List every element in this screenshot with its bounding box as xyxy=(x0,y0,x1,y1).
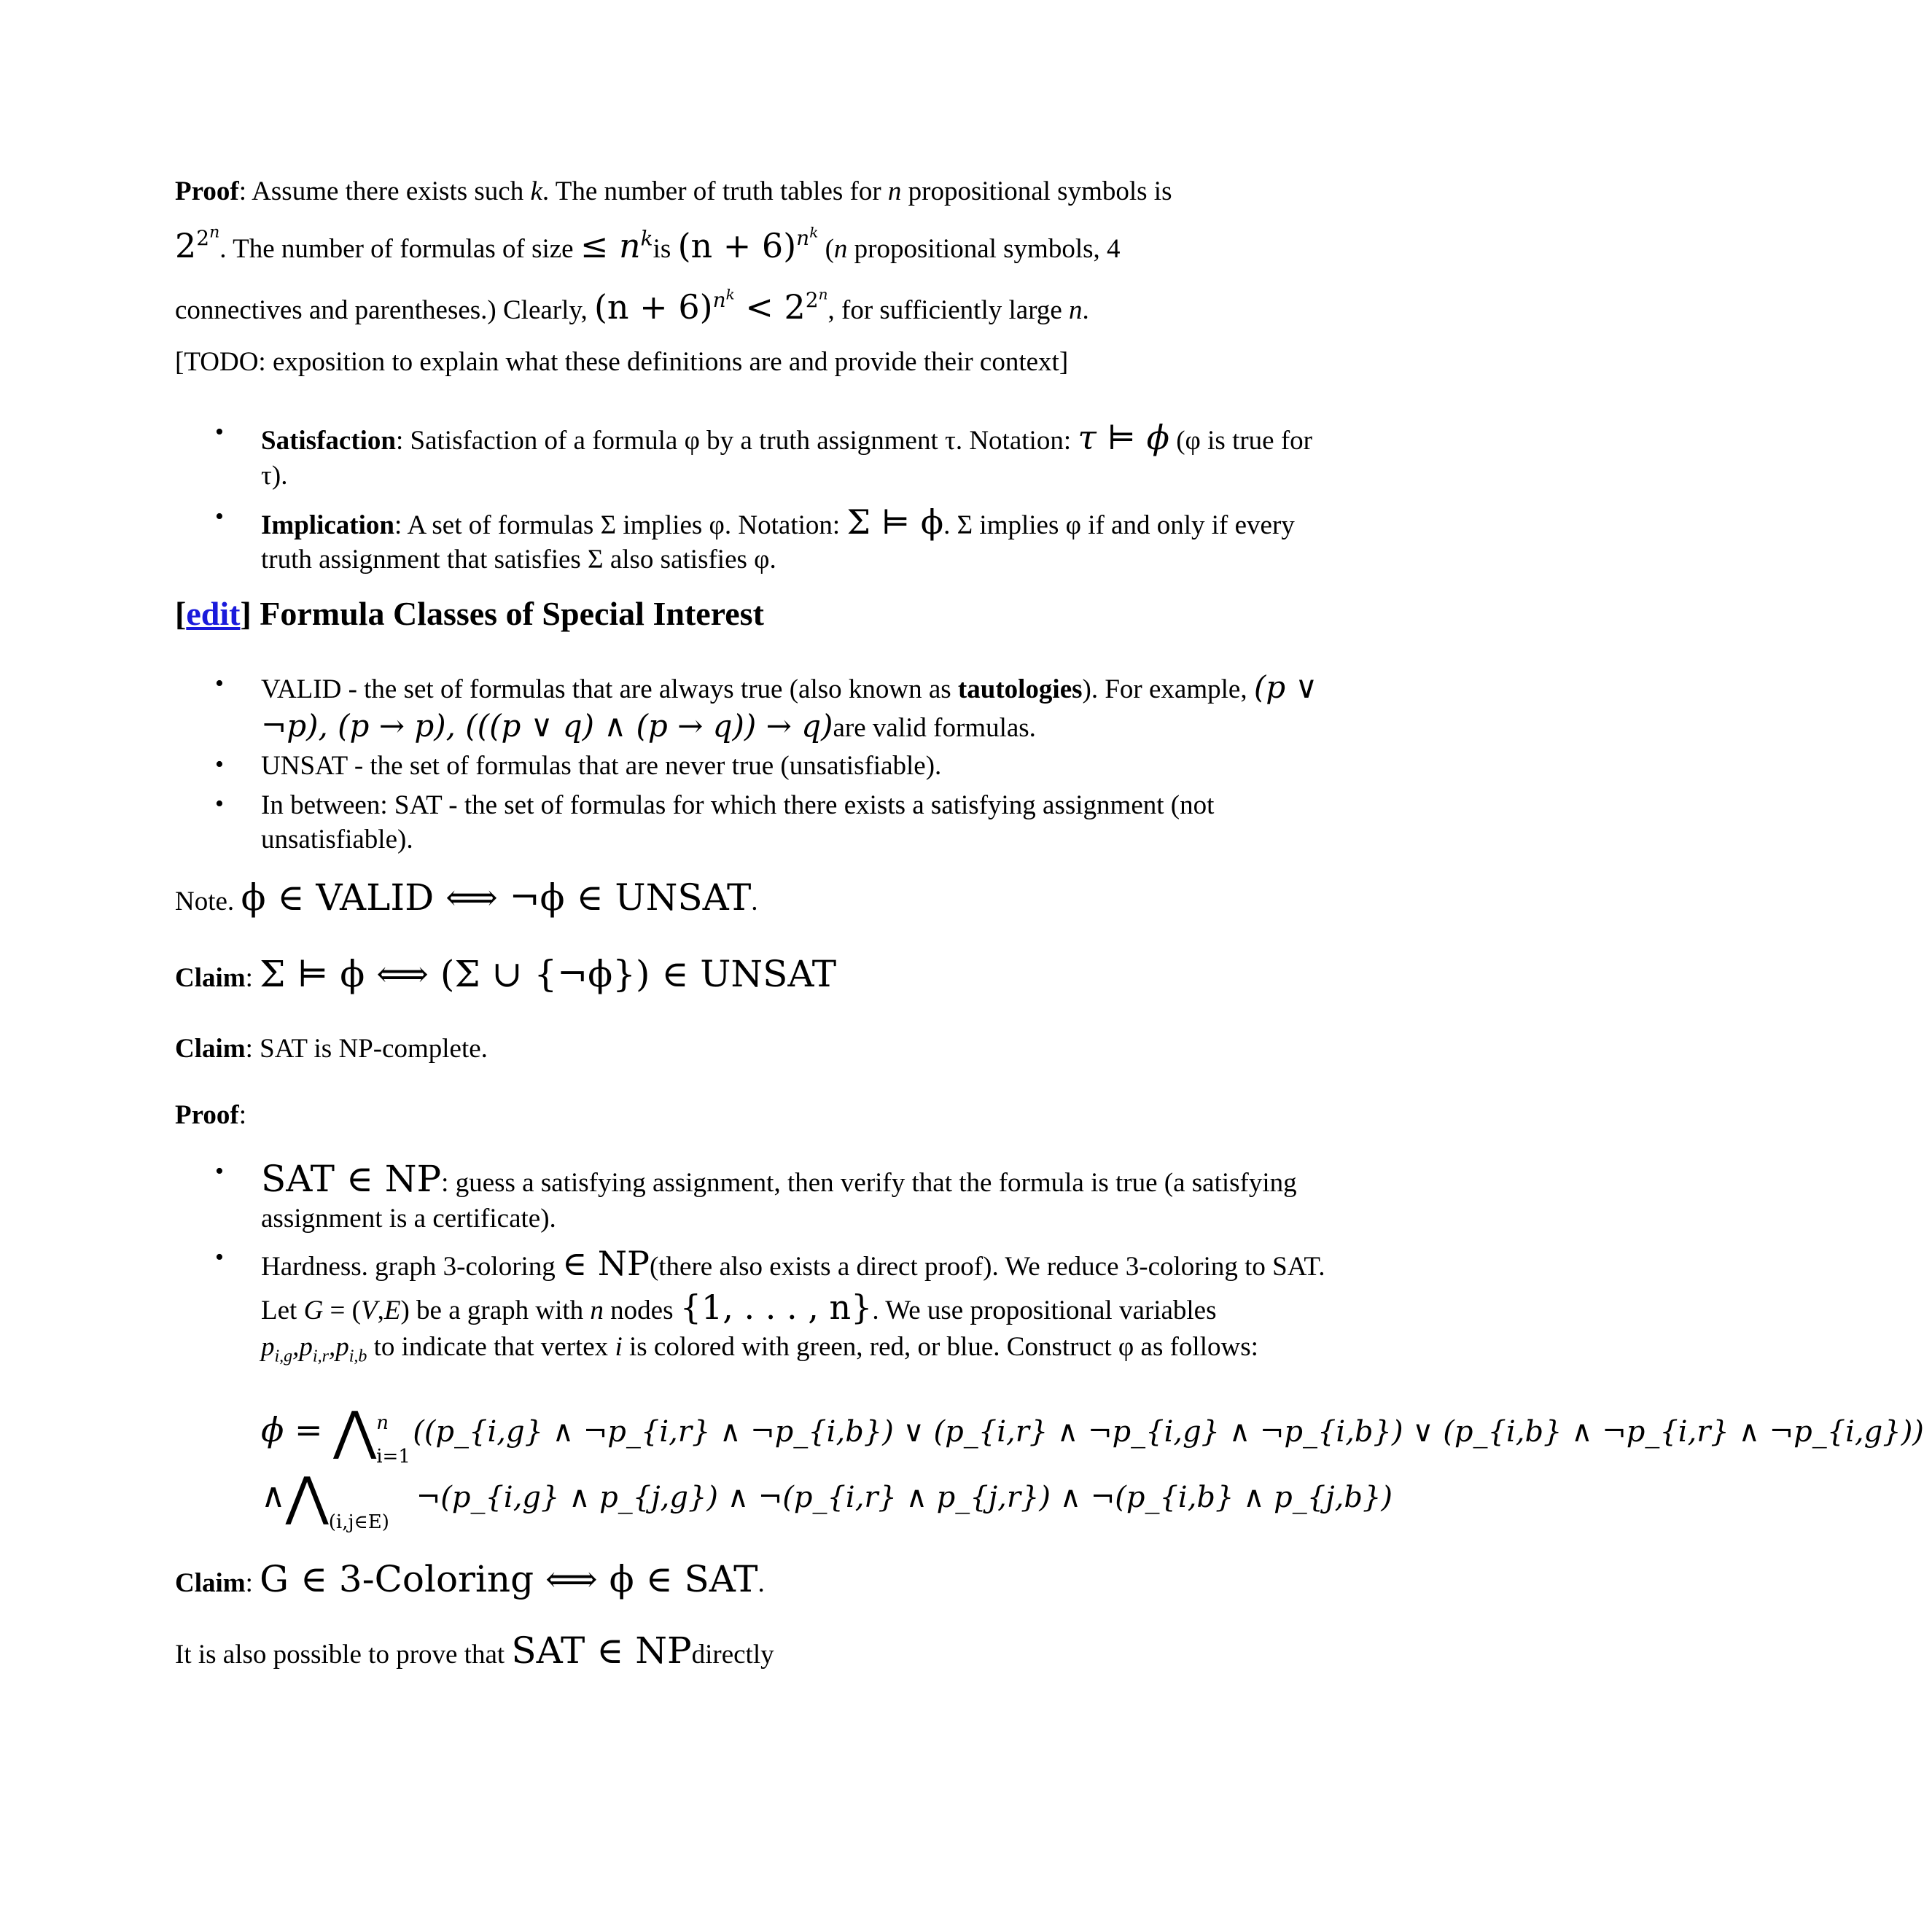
math-note: ϕ ∈ VALID ⟺ ¬ϕ ∈ UNSAT xyxy=(241,876,752,919)
big-and-symbol: ⋀ xyxy=(285,1465,329,1527)
text: . xyxy=(1082,295,1089,326)
math-leq-nk: ≤ $n^k$ xyxy=(580,225,653,265)
claim-label: Claim xyxy=(175,963,246,993)
var-n: n xyxy=(833,233,848,264)
section-title: Formula Classes of Special Interest xyxy=(251,595,764,632)
text: : guess a satisfying assignment, then verify that the formula is true (a satisfying assignment is a certificate). xyxy=(261,1168,1297,1234)
var-v: V xyxy=(361,1296,378,1326)
var-n: n xyxy=(590,1296,604,1326)
text: : SAT is NP-complete. xyxy=(245,1034,488,1064)
claim-label: Claim xyxy=(175,1568,246,1598)
text: is xyxy=(653,233,671,264)
class-unsat: • UNSAT - the set of formulas that are never true (unsatisfiable). xyxy=(175,749,1327,783)
math-sat-in-np: SAT ∈ NP xyxy=(511,1629,692,1672)
note xyxy=(175,871,1312,924)
math-node-set: {1, . . . , n} xyxy=(679,1288,873,1328)
text: . Σ implies φ if and only if every truth assignment that satisfies Σ also satisfies φ. xyxy=(261,510,1295,575)
proof-steps xyxy=(175,1156,1327,1366)
text: (there also exists a direct proof). We reduce 3-coloring to SAT. Let xyxy=(261,1251,1325,1326)
text: : xyxy=(238,1100,246,1130)
math-satisfaction: τ ⊨ ϕ xyxy=(1078,418,1169,457)
class-sat: • In between: SAT - the set of formulas for which there exists a satisfying assignment (not unsatisfiable). xyxy=(175,789,1327,857)
math-valid-examples: (p ∨ ¬p), (p → p), (((p ∨ q) ∧ (p → q)) → q) xyxy=(261,669,1318,744)
definition-implication xyxy=(175,502,1327,577)
text: . The number of formulas of size xyxy=(219,233,580,264)
text: ( xyxy=(818,233,834,264)
text: is colored with green, red, or blue. Construct φ as follows: xyxy=(622,1332,1258,1363)
text: ) be a graph with xyxy=(400,1296,591,1326)
math-inequality: $(n + 6)^{n^k} < 2^{2^n}$ xyxy=(593,285,828,327)
var-i: i xyxy=(615,1332,623,1363)
math-n6-nk: $(n + 6)^{n^k}$ xyxy=(677,223,819,265)
math-implication: Σ ⊨ ϕ xyxy=(846,502,944,542)
text: (φ is true for τ). xyxy=(261,426,1312,491)
text: : Assume there exists such xyxy=(238,176,531,206)
text: to indicate that vertex xyxy=(367,1332,615,1363)
closing-line xyxy=(175,1624,1312,1678)
text: . We use propositional variables xyxy=(872,1296,1217,1326)
claim-np-complete xyxy=(175,1029,1312,1069)
class-valid xyxy=(175,669,1327,745)
claim-entailment xyxy=(175,948,1312,1001)
proof-label: Proof xyxy=(175,176,239,206)
var-k: k xyxy=(530,176,542,206)
proof-step-hardness xyxy=(175,1242,1327,1366)
equation-line-2: ∧⋀ (i,j∈E) ¬(p_{i,g} ∧ p_{j,g}) ∧ ¬(p_{i,r} ∧ p_{j,r}) ∧ ¬(p_{i,b} ∧ p_{j,b}) xyxy=(261,1465,1393,1533)
claim-label: Claim xyxy=(175,1034,246,1064)
term: Satisfaction xyxy=(261,426,396,456)
text: Hardness. graph 3-coloring xyxy=(261,1251,563,1282)
text: connectives and parentheses.) Clearly, xyxy=(175,295,594,326)
claim-reduction xyxy=(175,1553,1312,1606)
term: tautologies xyxy=(957,674,1083,704)
definition-satisfaction xyxy=(175,417,1327,493)
proof-paragraph xyxy=(175,172,1312,332)
big-and-symbol: ⋀ xyxy=(333,1400,377,1461)
text: : xyxy=(245,1568,260,1598)
proof2 xyxy=(175,1096,1312,1135)
text: : xyxy=(245,963,260,993)
text: ). For example, xyxy=(1082,674,1254,704)
note-label: Note. xyxy=(175,887,241,916)
equation-line-1: ϕ = ⋀ n i=1 ((p_{i,g} ∧ ¬p_{i,r} ∧ ¬p_{i,b}) ∨ (p_{i,r} ∧ ¬p_{i,g} ∧ ¬p_{i,b}) ∨ (p_{i,b} ∧ ¬p_{i,r} ∧ ¬p_{i,g})) xyxy=(261,1400,1924,1468)
text: = ( xyxy=(323,1296,361,1326)
section-heading: [edit] Formula Classes of Special Interest xyxy=(175,595,764,632)
text: , xyxy=(377,1296,384,1326)
text: It is also possible to prove that xyxy=(175,1640,512,1670)
var-e: E xyxy=(383,1296,401,1326)
edit-link[interactable]: edit xyxy=(186,595,241,632)
var-n: n xyxy=(887,176,902,206)
text: directly xyxy=(691,1640,774,1670)
text: : Satisfaction of a formula φ by a truth assignment τ. Notation: xyxy=(396,426,1078,456)
term: Implication xyxy=(261,510,394,540)
var-n: n xyxy=(1069,295,1083,326)
text: nodes xyxy=(603,1296,680,1326)
math-in-np: ∈ NP xyxy=(562,1243,650,1283)
var-g: G xyxy=(303,1296,324,1326)
text: propositional symbols is xyxy=(901,176,1172,206)
math-claim1: Σ ⊨ ϕ ⟺ (Σ ∪ {¬ϕ}) ∈ UNSAT xyxy=(260,953,837,995)
text: are valid formulas. xyxy=(833,712,1036,743)
math-2-2n: $2^{2^n}$ xyxy=(175,223,220,265)
text: propositional symbols, 4 xyxy=(847,233,1121,264)
text: . xyxy=(757,1568,765,1598)
text: . The number of truth tables for xyxy=(542,176,888,206)
definitions-list xyxy=(175,417,1327,577)
classes-list xyxy=(175,669,1327,857)
math-claim3: G ∈ 3-Coloring ⟺ ϕ ∈ SAT xyxy=(260,1558,758,1600)
proof-step-membership xyxy=(175,1156,1327,1236)
text: VALID - the set of formulas that are always true (also known as xyxy=(261,674,958,704)
text: . xyxy=(751,887,758,916)
text: , for sufficiently large xyxy=(827,295,1070,326)
prop-variables: $p_{i,g},p_{i,r},p_{i,b}$ xyxy=(261,1332,367,1366)
text: : A set of formulas Σ implies φ. Notation: xyxy=(394,510,847,540)
math-sat-in-np: SAT ∈ NP xyxy=(261,1158,442,1200)
todo-note: [TODO: exposition to explain what these definitions are and provide their context] xyxy=(175,347,1069,377)
proof-label: Proof xyxy=(175,1100,239,1130)
